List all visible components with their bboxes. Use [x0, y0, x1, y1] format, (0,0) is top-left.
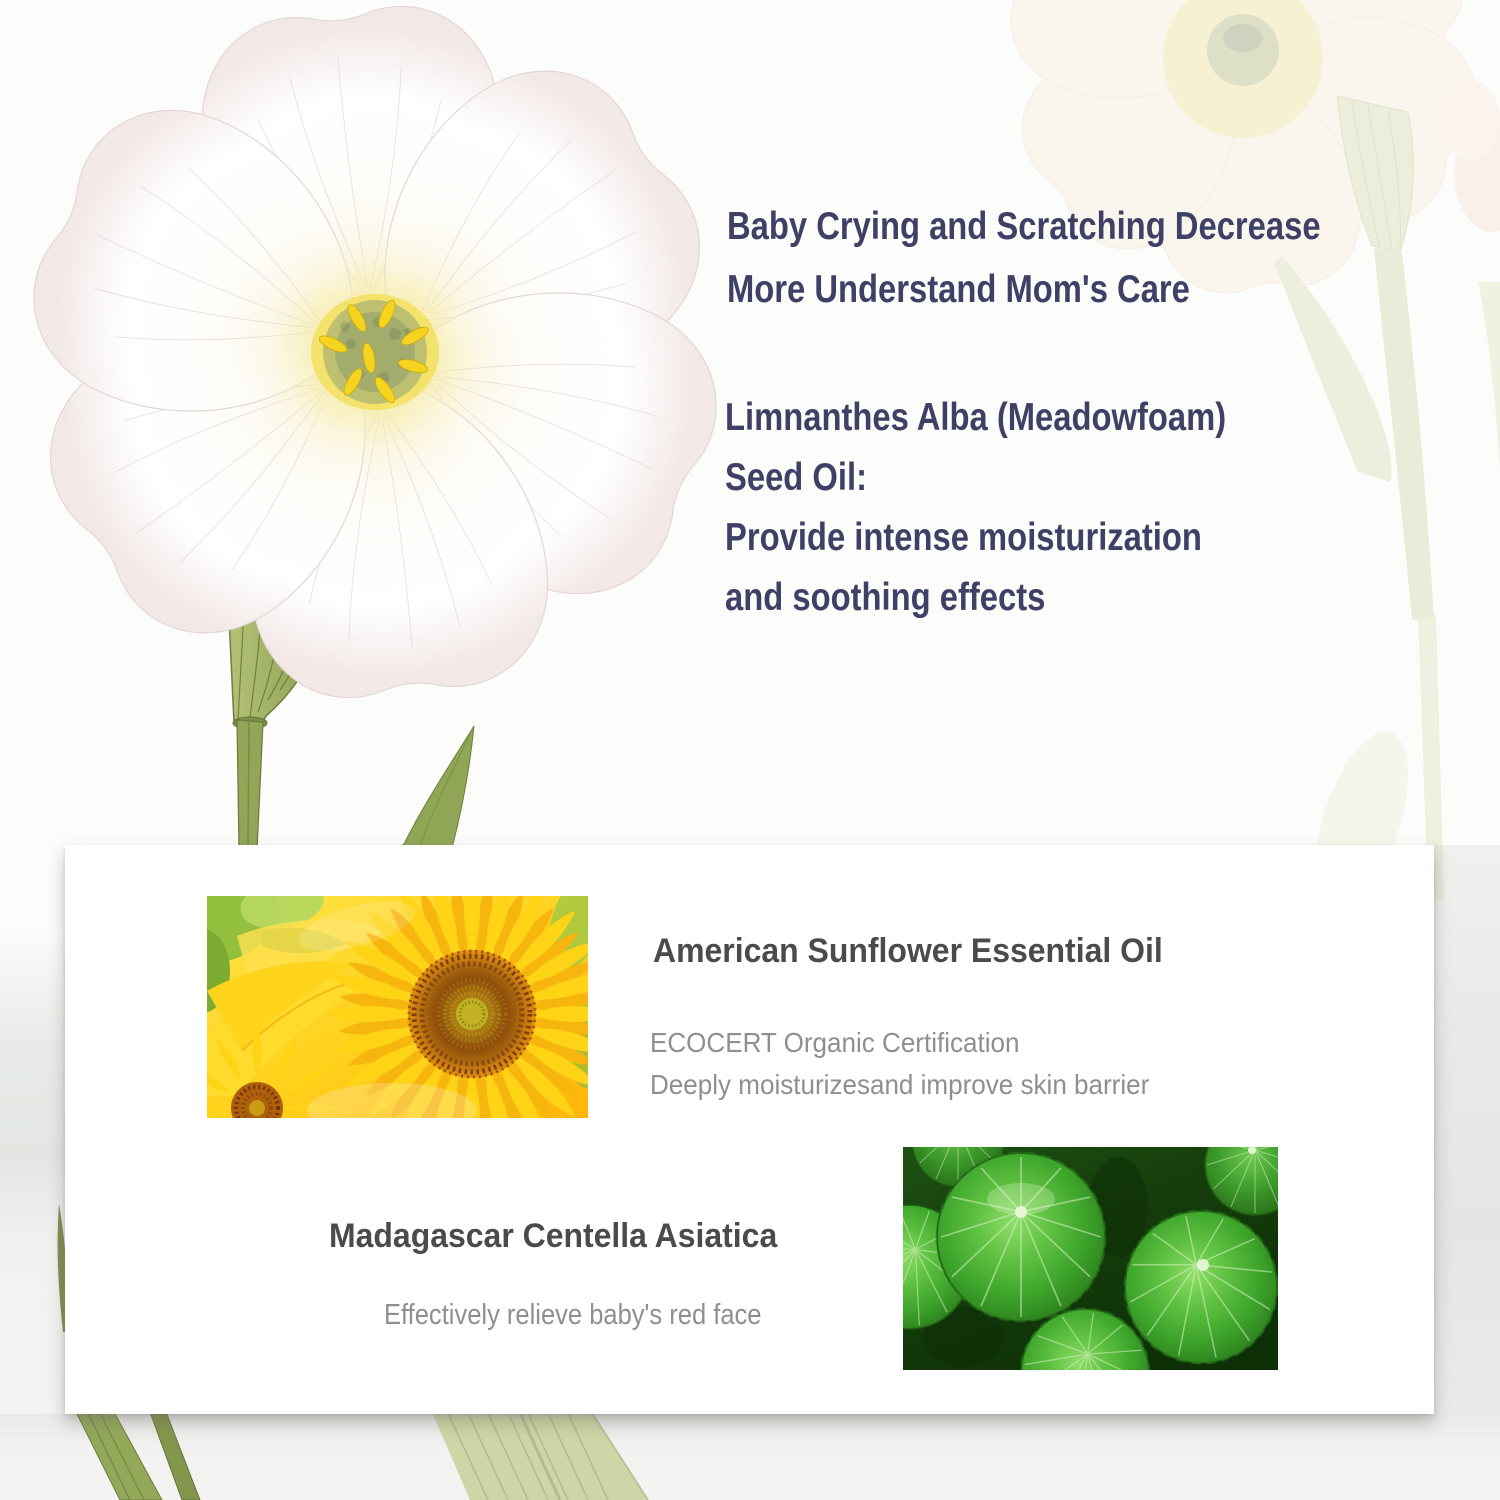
centella-section-subtext: Effectively relieve baby's red face [384, 1299, 762, 1331]
ingredient-line-2: Seed Oil: [725, 456, 867, 499]
headline-line-2: More Understand Mom's Care [727, 268, 1190, 311]
centella-leaf [937, 1153, 1105, 1321]
sunflower-subtext-line-2: Deeply moisturizesand improve skin barrier [650, 1069, 1150, 1100]
headline-line-1: Baby Crying and Scratching Decrease [727, 205, 1321, 248]
sunflower-photo [207, 896, 588, 1118]
ingredients-card [65, 845, 1434, 1414]
centella-section-title: Madagascar Centella Asiatica [329, 1217, 778, 1255]
centella-leaves-photo [903, 1147, 1278, 1370]
ingredient-line-1: Limnanthes Alba (Meadowfoam) [725, 396, 1227, 439]
grass-blade [398, 726, 474, 848]
ingredient-line-4: and soothing effects [725, 576, 1046, 619]
sunflower-section-title: American Sunflower Essential Oil [653, 932, 1163, 970]
sunflower-subtext-line-1: ECOCERT Organic Certification [650, 1027, 1020, 1058]
ingredient-line-3: Provide intense moisturization [725, 516, 1202, 559]
sunflower-section-subtext [650, 1022, 1149, 1106]
flower-center [250, 227, 500, 477]
